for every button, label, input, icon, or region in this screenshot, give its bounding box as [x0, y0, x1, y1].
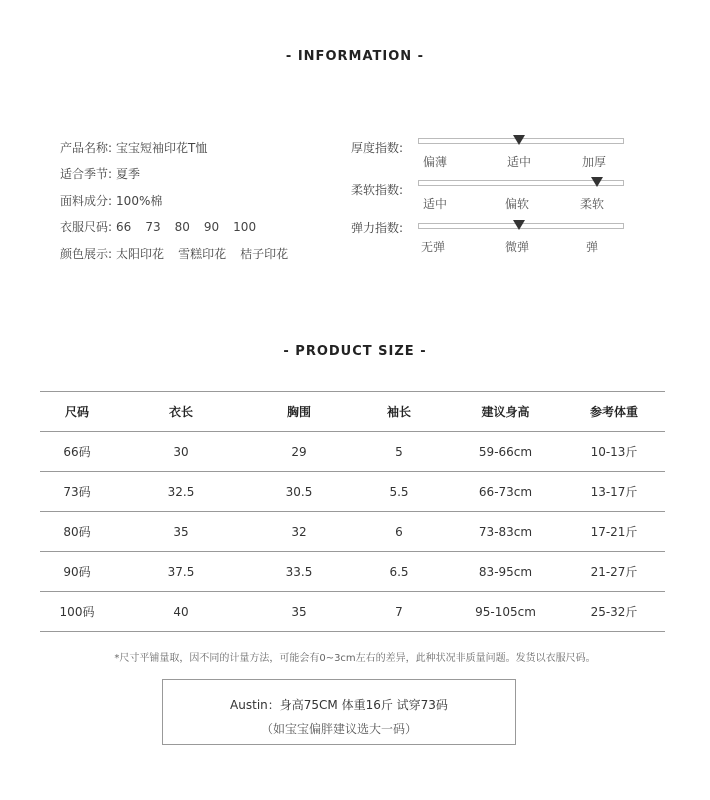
thickness-marker-icon: [513, 135, 525, 145]
table-cell: 73-83cm: [448, 512, 563, 552]
table-cell: 35: [248, 592, 350, 632]
product-size-heading: - PRODUCT SIZE -: [283, 344, 427, 359]
table-row: [40, 432, 665, 472]
table-cell: 40: [114, 592, 248, 632]
spec-fabric: [60, 192, 162, 209]
fit-example-box: [162, 679, 516, 745]
table-cell: 32: [248, 512, 350, 552]
spec-product-name: [60, 139, 207, 156]
spec-label: 产品名称:: [60, 141, 113, 155]
table-cell: 30: [114, 432, 248, 472]
spec-label: 颜色展示:: [60, 247, 113, 261]
size-table: [40, 391, 665, 632]
column-header: 建议身高: [448, 392, 563, 432]
table-cell: 13-17斤: [563, 472, 665, 512]
table-cell: 35: [114, 512, 248, 552]
table-row: [40, 552, 665, 592]
softness-option: 柔软: [579, 197, 605, 211]
fit-example-model: Austin：身高75CM 体重16斤 试穿73码: [230, 698, 448, 712]
table-cell: 83-95cm: [448, 552, 563, 592]
spec-value-list: [116, 220, 270, 234]
table-cell: 32.5: [114, 472, 248, 512]
spec-value: 100%棉: [116, 194, 163, 208]
size-value: 80: [174, 220, 190, 234]
table-cell: 59-66cm: [448, 432, 563, 472]
table-cell: 29: [248, 432, 350, 472]
spec-value-list: [116, 245, 302, 262]
color-value: 太阳印花: [116, 247, 165, 261]
table-cell: 73码: [40, 472, 114, 512]
softness-option: 偏软: [504, 197, 530, 211]
spec-label: 适合季节:: [60, 167, 113, 181]
spec-value: 宝宝短袖印花T恤: [116, 141, 208, 155]
table-cell: 7: [350, 592, 448, 632]
table-cell: 30.5: [248, 472, 350, 512]
table-row: [40, 592, 665, 632]
table-cell: 5: [350, 432, 448, 472]
table-cell: 5.5: [350, 472, 448, 512]
thickness-option: 加厚: [581, 155, 607, 169]
elasticity-option: 弹: [585, 240, 599, 254]
color-value: 桔子印花: [240, 247, 289, 261]
table-cell: 80码: [40, 512, 114, 552]
column-header: 衣长: [114, 392, 248, 432]
spec-value: 夏季: [116, 167, 141, 181]
size-value: 66: [116, 220, 132, 234]
table-row: [40, 512, 665, 552]
column-header: 袖长: [350, 392, 448, 432]
size-value: 100: [233, 220, 257, 234]
table-cell: 10-13斤: [563, 432, 665, 472]
measurement-note: *尺寸平铺量取，因不同的计量方法，可能会有0~3cm左右的差异，此种状况非质量问题。发货以衣服尺码。: [114, 653, 596, 664]
information-heading: - INFORMATION -: [285, 49, 425, 64]
spec-sizes: [60, 218, 270, 235]
column-header: 胸围: [248, 392, 350, 432]
spec-season: [60, 165, 140, 182]
column-header: 尺码: [40, 392, 114, 432]
thickness-option: 偏薄: [422, 155, 448, 169]
table-cell: 66-73cm: [448, 472, 563, 512]
table-cell: 6: [350, 512, 448, 552]
table-header-row: [40, 392, 665, 432]
table-cell: 6.5: [350, 552, 448, 592]
table-cell: 95-105cm: [448, 592, 563, 632]
softness-index-label: 柔软指数:: [351, 183, 404, 197]
table-cell: 21-27斤: [563, 552, 665, 592]
table-cell: 25-32斤: [563, 592, 665, 632]
table-cell: 90码: [40, 552, 114, 592]
fit-example-advice: （如宝宝偏胖建议选大一码）: [260, 722, 417, 736]
table-cell: 66码: [40, 432, 114, 472]
elasticity-option: 微弹: [504, 240, 530, 254]
thickness-index-label: 厚度指数:: [351, 141, 404, 155]
spec-label: 面料成分:: [60, 194, 113, 208]
table-cell: 100码: [40, 592, 114, 632]
spec-colors: [60, 245, 302, 262]
color-value: 雪糕印花: [178, 247, 227, 261]
table-row: [40, 472, 665, 512]
softness-option: 适中: [422, 197, 448, 211]
elasticity-index-label: 弹力指数:: [351, 221, 404, 235]
table-cell: 17-21斤: [563, 512, 665, 552]
column-header: 参考体重: [563, 392, 665, 432]
table-cell: 33.5: [248, 552, 350, 592]
size-value: 73: [145, 220, 161, 234]
spec-label: 衣服尺码:: [60, 220, 113, 234]
thickness-option: 适中: [506, 155, 532, 169]
size-value: 90: [203, 220, 220, 234]
elasticity-option: 无弹: [420, 240, 446, 254]
elasticity-marker-icon: [513, 220, 525, 230]
table-cell: 37.5: [114, 552, 248, 592]
softness-marker-icon: [591, 177, 603, 187]
